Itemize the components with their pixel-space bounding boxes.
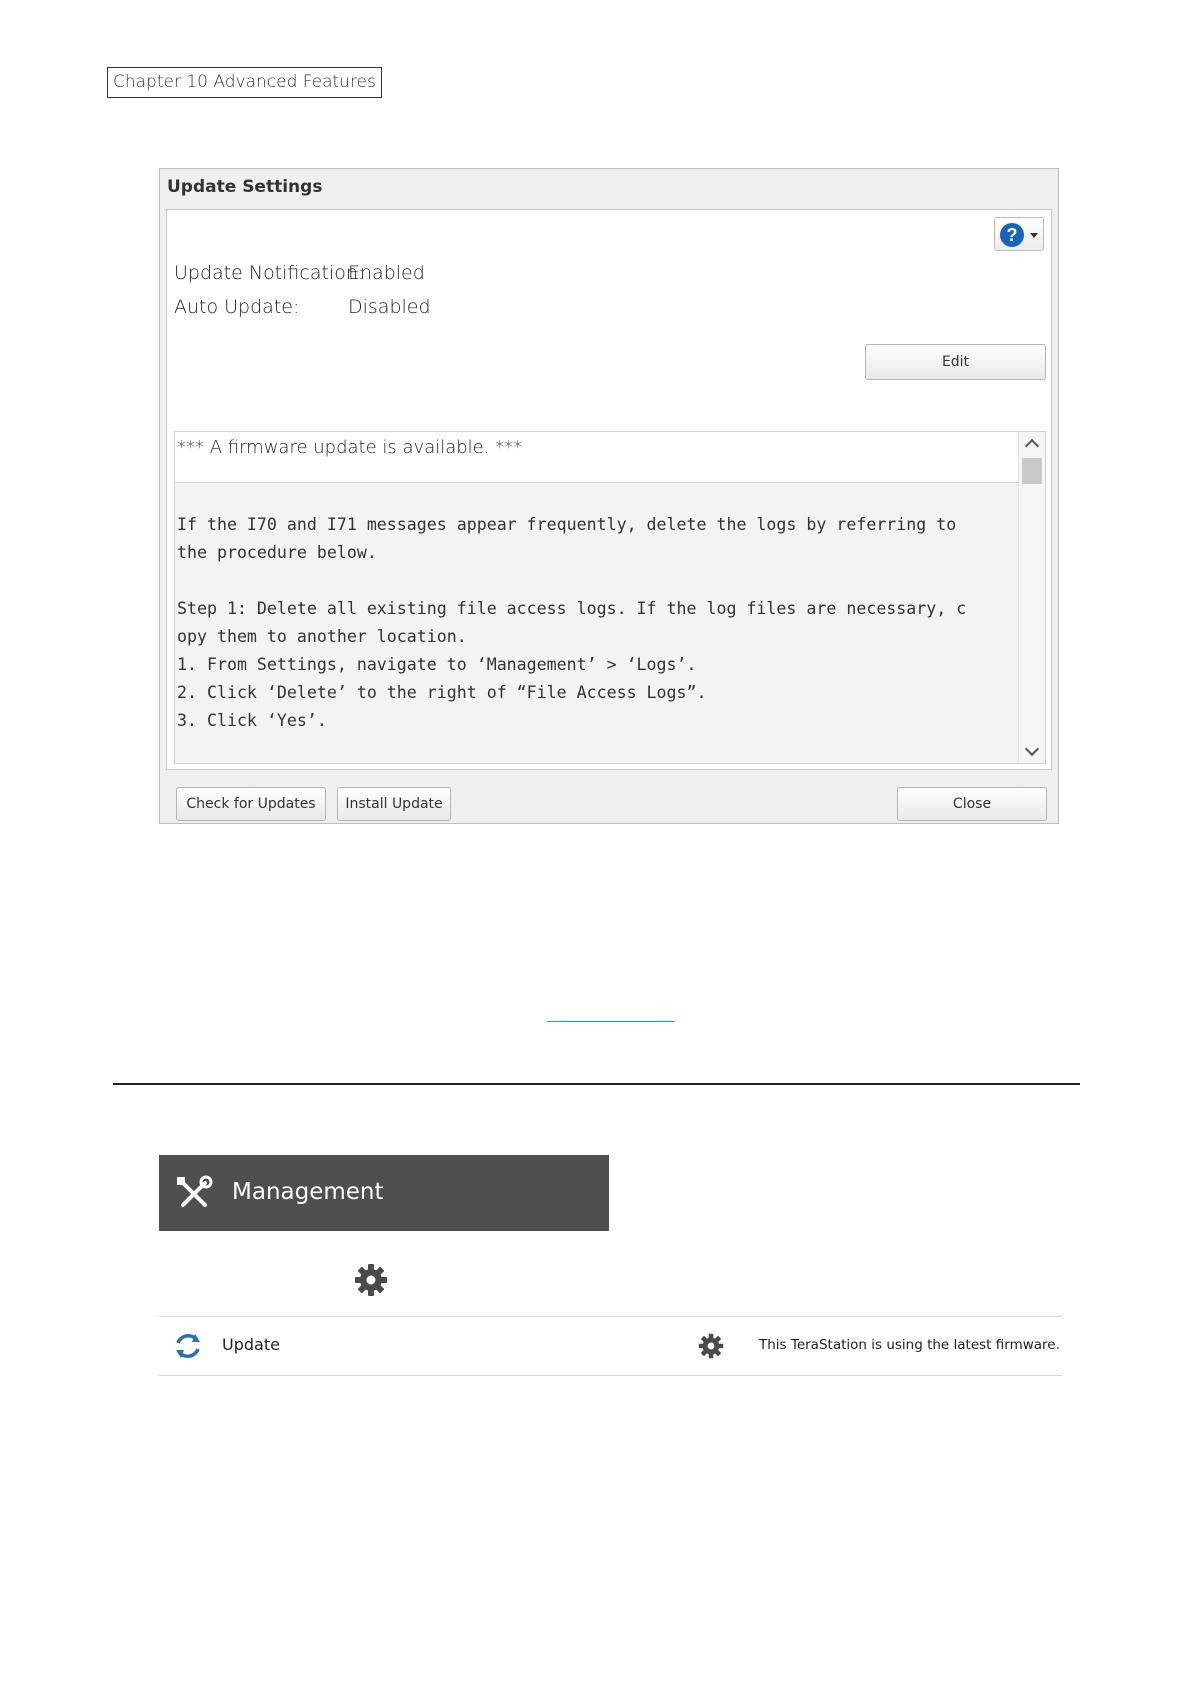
install-update-button[interactable]: Install Update [337, 787, 451, 821]
update-notification-value: Enabled [348, 262, 425, 284]
update-settings-dialog [159, 168, 1059, 824]
link-underline[interactable] [547, 1021, 675, 1022]
update-notification-label: Update Notification: [174, 262, 365, 284]
section-divider [113, 1083, 1080, 1085]
log-line: Step 1: Delete all existing file access logs. If the log files are necessary, c [177, 599, 967, 618]
update-row [159, 1316, 1062, 1376]
scroll-down-icon[interactable] [1025, 742, 1039, 756]
auto-update-value: Disabled [348, 296, 431, 318]
log-line: 1. From Settings, navigate to ‘Management’ > ‘Logs’. [177, 655, 697, 674]
update-settings-gear-icon[interactable] [698, 1333, 724, 1359]
log-line: 2. Click ‘Delete’ to the right of “File Access Logs”. [177, 683, 707, 702]
scroll-up-icon[interactable] [1025, 439, 1039, 453]
log-line: 3. Click ‘Yes’. [177, 711, 327, 730]
close-button[interactable]: Close [897, 787, 1047, 821]
chapter-header: Chapter 10 Advanced Features [107, 67, 382, 98]
auto-update-label: Auto Update: [174, 296, 300, 318]
log-scrollbar[interactable] [1018, 432, 1045, 763]
question-circle-icon: ? [1000, 223, 1024, 247]
caret-down-icon [1030, 233, 1038, 238]
management-label: Management [232, 1179, 384, 1205]
check-for-updates-button[interactable]: Check for Updates [176, 787, 326, 821]
log-line: If the I70 and I71 messages appear frequently, delete the logs by referring to [177, 515, 957, 534]
log-line: the procedure below. [177, 543, 377, 562]
refresh-icon [173, 1331, 203, 1361]
log-text [177, 511, 1017, 764]
update-label: Update [222, 1335, 280, 1354]
edit-button[interactable]: Edit [865, 344, 1046, 380]
tools-icon [175, 1175, 213, 1213]
help-button[interactable] [994, 217, 1044, 251]
gear-icon [354, 1263, 388, 1297]
update-log-textarea[interactable] [174, 431, 1046, 764]
scroll-thumb[interactable] [1022, 458, 1042, 484]
firmware-status-text: This TeraStation is using the latest firmware. [759, 1337, 1060, 1353]
dialog-body [166, 209, 1052, 770]
log-line: opy them to another location. [177, 627, 467, 646]
log-content [175, 482, 1021, 764]
dialog-title: Update Settings [167, 177, 323, 197]
management-menu-item[interactable] [159, 1155, 609, 1231]
log-heading: *** A firmware update is available. *** [177, 437, 523, 458]
